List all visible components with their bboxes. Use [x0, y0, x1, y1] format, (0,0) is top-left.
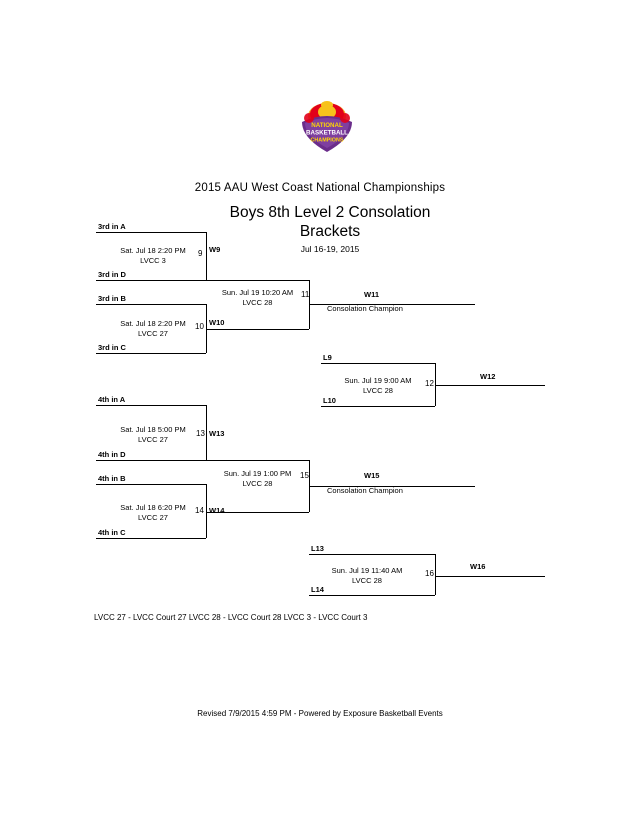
game-number-12: 12	[425, 379, 434, 388]
bracket-line	[435, 576, 545, 577]
loser-code-l13: L13	[311, 544, 324, 553]
bracket-line	[96, 538, 206, 539]
bracket-line	[96, 484, 206, 485]
winner-code-w12: W12	[480, 372, 496, 381]
aau-national-basketball-championships-logo	[296, 96, 358, 158]
game-number-15: 15	[300, 471, 309, 480]
game-court: LVCC 28	[352, 575, 382, 585]
winner-code-w16: W16	[470, 562, 486, 571]
bracket-line	[206, 232, 207, 280]
bracket-line	[435, 385, 545, 386]
game-number-11: 11	[301, 290, 310, 299]
bracket-line	[96, 304, 206, 305]
game-number-9: 9	[198, 249, 203, 258]
game-number-13: 13	[196, 429, 205, 438]
game-info-12	[324, 376, 432, 395]
bracket-line	[206, 280, 309, 281]
game-info-14	[101, 503, 205, 522]
bracket-line	[96, 232, 206, 233]
game-court: LVCC 3	[140, 255, 166, 265]
page-title	[160, 203, 500, 241]
svg-text:BASKETBALL: BASKETBALL	[306, 129, 348, 137]
game-court: LVCC 28	[363, 385, 393, 395]
bracket-title-line2: Brackets	[299, 223, 361, 240]
bracket-line	[321, 406, 435, 407]
game-info-9	[101, 246, 205, 265]
bracket-title-line1: Boys 8th Level 2 Consolation	[229, 204, 431, 221]
game-datetime: Sun. Jul 19 11:40 AM	[331, 566, 403, 575]
game-datetime: Sun. Jul 19 9:00 AM	[344, 376, 412, 385]
game-datetime: Sun. Jul 19 1:00 PM	[223, 469, 292, 478]
bracket-line	[206, 512, 309, 513]
winner-code-w10: W10	[209, 318, 225, 327]
winner-code-w11: W11	[364, 290, 380, 299]
seed-label-3rd-in-d: 3rd in D	[98, 270, 126, 279]
game-number-14: 14	[195, 506, 204, 515]
game-datetime: Sat. Jul 18 2:20 PM	[120, 246, 186, 255]
revised-footer: Revised 7/9/2015 4:59 PM - Powered by Exposure Basketball Events	[197, 709, 443, 718]
bracket-line	[321, 363, 435, 364]
consolation-champion-label-lower: Consolation Champion	[327, 486, 403, 495]
bracket-line	[96, 353, 206, 354]
winner-code-w13: W13	[209, 429, 225, 438]
winner-code-w9: W9	[209, 245, 221, 254]
game-datetime: Sat. Jul 18 2:20 PM	[120, 319, 186, 328]
seed-label-4th-in-c: 4th in C	[98, 528, 126, 537]
bracket-line	[96, 280, 206, 281]
game-datetime: Sun. Jul 19 10:20 AM	[221, 288, 294, 297]
bracket-line	[309, 595, 435, 596]
svg-text:NATIONAL: NATIONAL	[311, 122, 343, 129]
bracket-line	[96, 405, 206, 406]
seed-label-3rd-in-a: 3rd in A	[98, 222, 126, 231]
loser-code-l9: L9	[323, 353, 332, 362]
bracket-line	[206, 460, 309, 461]
bracket-line	[309, 554, 435, 555]
seed-label-4th-in-d: 4th in D	[98, 450, 126, 459]
bracket-line	[206, 329, 309, 330]
game-number-10: 10	[195, 322, 204, 331]
bracket-line	[435, 554, 436, 595]
game-datetime: Sat. Jul 18 5:00 PM	[120, 425, 186, 434]
event-date-range: Jul 16-19, 2015	[300, 244, 360, 254]
game-court: LVCC 28	[242, 297, 273, 307]
seed-label-4th-in-a: 4th in A	[98, 395, 126, 404]
game-info-13	[101, 425, 205, 444]
game-info-15	[206, 469, 309, 488]
game-info-11	[206, 288, 309, 307]
game-court: LVCC 27	[138, 512, 168, 522]
game-number-16: 16	[425, 569, 434, 578]
bracket-line	[206, 405, 207, 460]
game-datetime: Sat. Jul 18 6:20 PM	[120, 503, 186, 512]
winner-code-w14: W14	[209, 506, 225, 515]
loser-code-l10: L10	[323, 396, 336, 405]
bracket-line	[96, 460, 206, 461]
svg-text:CHAMPIONS: CHAMPIONS	[310, 137, 344, 144]
seed-label-3rd-in-b: 3rd in B	[98, 294, 126, 303]
game-info-16	[312, 566, 422, 585]
seed-label-3rd-in-c: 3rd in C	[98, 343, 126, 352]
bracket-line	[206, 484, 207, 538]
seed-label-4th-in-b: 4th in B	[98, 474, 126, 483]
game-court: LVCC 27	[138, 328, 168, 338]
court-key-legend: LVCC 27 - LVCC Court 27 LVCC 28 - LVCC Court 28 LVCC 3 - LVCC Court 3	[94, 613, 368, 622]
winner-code-w15: W15	[364, 471, 380, 480]
consolation-champion-label-upper: Consolation Champion	[327, 304, 403, 313]
game-info-10	[101, 319, 205, 338]
game-court: LVCC 28	[242, 478, 273, 488]
game-court: LVCC 27	[138, 434, 168, 444]
loser-code-l14: L14	[311, 585, 324, 594]
event-title: 2015 AAU West Coast National Championships	[194, 182, 446, 194]
